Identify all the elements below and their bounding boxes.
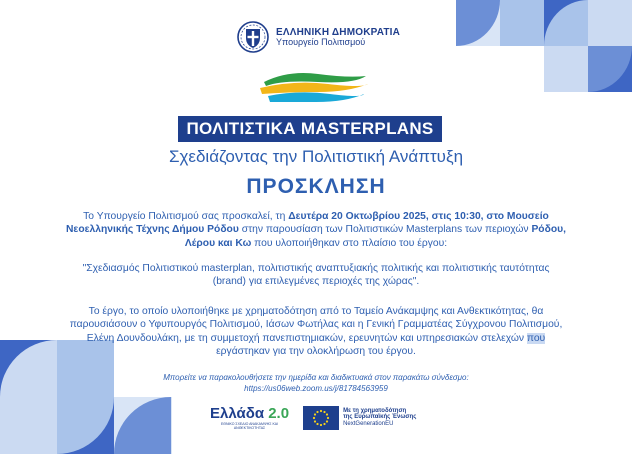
subtitle: Σχεδιάζοντας την Πολιτιστική Ανάπτυξη bbox=[168, 147, 464, 166]
greece-2-0-word: Ελλάδα bbox=[210, 405, 265, 422]
project-title-quote: "Σχεδιασμός Πολιτιστικού masterplan, πολιτιστικής αναπτυξιακής πολιτικής και πολιτιστικής ταυτότητας (brand) για επιλεγμένες περιοχές της χώρας". bbox=[82, 263, 550, 288]
top-right-decoration bbox=[456, 0, 632, 92]
page-title: ΠΡΟΣΚΛΗΣΗ bbox=[246, 175, 386, 198]
greece-2-0-subtitle: ΕΘΝΙΚΟ ΣΧΕΔΙΟ ΑΝΑΚΑΜΨΗΣ ΚΑΙ ΑΝΘΕΚΤΙΚΟΤΗΤΑΣ bbox=[220, 422, 279, 430]
regions: Ρόδου, Λέρου και Κω bbox=[184, 224, 566, 249]
footer-logos bbox=[210, 405, 416, 430]
eu-line3: NextGenerationEU bbox=[343, 420, 394, 427]
project-text-2: εργάστηκαν για την ολοκλήρωση του έργου. bbox=[216, 345, 416, 357]
ministry-name-line2: Υπουργείο Πολιτισμού bbox=[276, 36, 366, 47]
invitation-text-2: στην παρουσίαση των Πολιτιστικών Masterplans των περιοχών bbox=[238, 224, 532, 236]
masterplans-banner: ΠΟΛΙΤΙΣΤΙΚΑ MASTERPLANS bbox=[178, 116, 442, 142]
greek-coat-of-arms-icon bbox=[236, 20, 270, 54]
eu-line2: της Ευρωπαϊκής Ένωσης bbox=[343, 414, 417, 421]
event-date-location: Δευτέρα 20 Οκτωβρίου 2025, στις 10:30, στο Μουσείο Νεοελληνικής Τέχνης Δήμου Ρόδου bbox=[66, 211, 549, 236]
ministry-name-line1: ΕΛΛΗΝΙΚΗ ΔΗΜΟΚΡΑΤΙΑ bbox=[276, 26, 401, 38]
eu-flag-icon bbox=[303, 406, 339, 430]
brush-stroke-logo bbox=[258, 66, 370, 108]
project-text-1: Το έργο, το οποίο υλοποιήθηκε με χρηματοδότηση από το Ταμείο Ανάκαμψης και Ανθεκτικότητας, θα παρουσιάσουν ο Υφυπουργός Πολιτισμού, Ιάσων Φωτήλας και η Γενική Γραμματέας Σύγχρονου Πολιτισμού, Ελένη Δουνδουλάκη, με τη συμμετοχή πανεπιστημιακών, ερευνητών και υπηρεσιακών στελεχών bbox=[69, 306, 563, 344]
highlighted-word: που bbox=[526, 332, 546, 344]
greece-2-0-number: 2.0 bbox=[268, 405, 290, 422]
greece-2-0-logo bbox=[210, 405, 289, 430]
ministry-logo bbox=[236, 20, 400, 54]
eu-funding-logo bbox=[303, 406, 416, 430]
eu-line1: Με τη χρηματοδότηση bbox=[343, 408, 407, 415]
project-paragraph bbox=[60, 305, 572, 358]
zoom-link[interactable]: https://us06web.zoom.us/j/81784563959 bbox=[244, 384, 388, 393]
stream-info: Μπορείτε να παρακολουθήσετε την ημερίδα και διαδικτυακά στον παρακάτω σύνδεσμο: bbox=[163, 373, 469, 382]
invitation-text-3: που υλοποιήθηκαν στο πλαίσιο του έργου: bbox=[251, 237, 448, 249]
invitation-paragraph bbox=[60, 210, 572, 250]
invitation-text-1: Το Υπουργείο Πολιτισμού σας προσκαλεί, τη bbox=[83, 211, 289, 222]
